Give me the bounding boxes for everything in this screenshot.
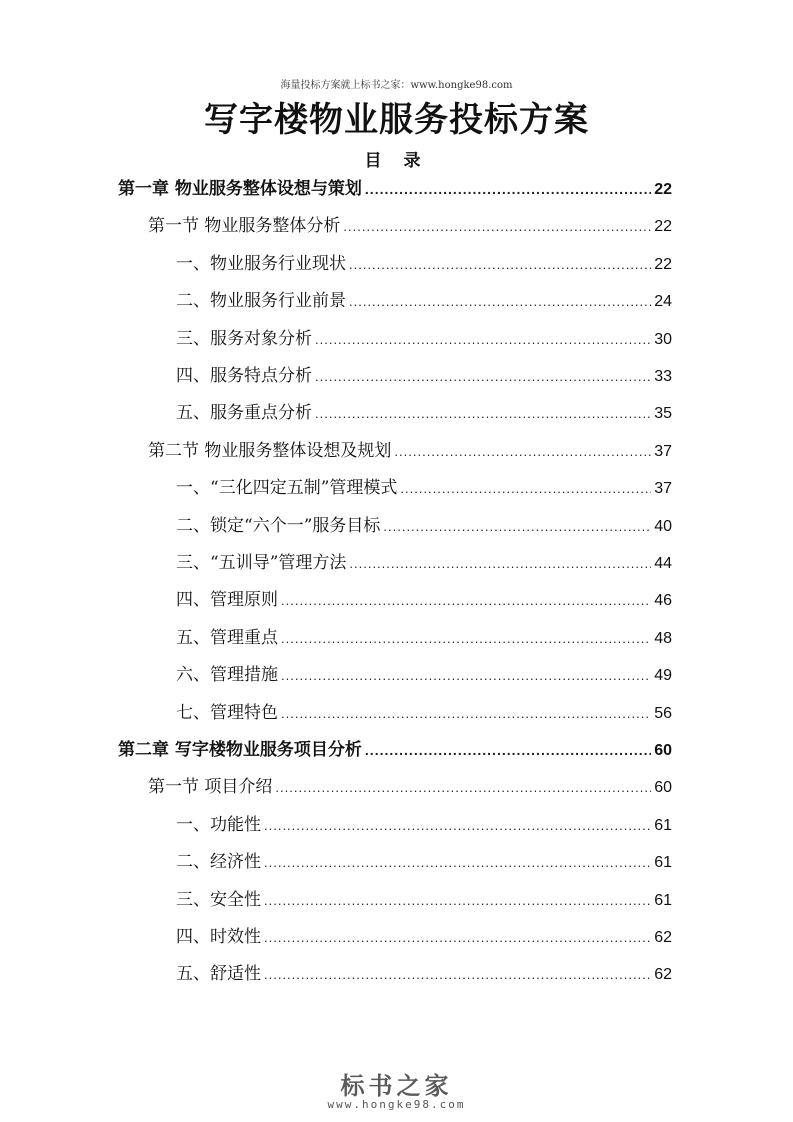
toc-item-entry[interactable] [176,324,672,350]
toc-entry-label: 第一章 物业服务整体设想与策划 [118,179,362,199]
toc-section-entry[interactable] [148,211,672,237]
toc-page-number: 60 [654,742,672,759]
toc-page-number: 56 [654,704,672,722]
toc-leader-dots [365,742,651,758]
toc-leader-dots [281,668,651,683]
toc-page-number: 61 [654,891,672,909]
page-header: 海量投标方案就上标书之家：www.hongke98.com [280,80,513,91]
document-title: 写字楼物业服务投标方案 [204,100,589,140]
toc-leader-dots [365,181,651,197]
toc-page-number: 33 [654,368,672,385]
toc-entry-label: 二、经济性 [176,852,261,873]
toc-section-entry[interactable] [148,772,672,798]
toc-entry-label: 五、服务重点分析 [176,403,312,424]
toc-item-entry[interactable] [176,660,672,686]
toc-page-number: 60 [654,779,672,797]
toc-entry-label: 三、安全性 [176,889,261,910]
toc-item-entry[interactable] [176,810,672,836]
toc-entry-label: 一、功能性 [176,814,261,835]
toc-page-number: 35 [654,405,672,423]
toc-chapter-entry[interactable] [118,735,672,761]
toc-leader-dots [281,706,651,721]
toc-entry-label: 三、服务对象分析 [176,328,312,349]
toc-leader-dots [281,631,651,646]
toc-leader-dots [400,481,651,496]
toc-leader-dots [315,332,651,347]
toc-page-number: 44 [654,555,672,572]
toc-item-entry[interactable] [176,959,672,985]
toc-page-number: 62 [654,966,672,984]
toc-entry-label: 四、服务特点分析 [176,366,312,386]
toc-entry-label: 四、管理原则 [176,590,278,611]
toc-item-entry[interactable] [176,623,672,649]
toc-page-number: 37 [654,442,672,460]
toc-heading: 目 录 [364,151,429,171]
toc-page-number: 22 [654,255,672,273]
toc-page-number: 61 [654,854,672,872]
toc-item-entry[interactable] [176,922,672,948]
toc-item-entry[interactable] [176,698,672,724]
toc-leader-dots [394,444,651,459]
toc-item-entry[interactable] [176,585,672,611]
toc-entry-label: 四、时效性 [176,927,261,947]
toc-item-entry[interactable] [176,249,672,275]
toc-item-entry[interactable] [176,511,672,537]
toc-page-number: 22 [654,218,672,236]
toc-item-entry[interactable] [176,885,672,911]
toc-leader-dots [275,780,651,795]
toc-leader-dots [383,519,651,534]
toc-page-number: 24 [654,293,672,311]
toc-leader-dots [264,855,651,870]
toc-entry-label: 七、管理特色 [176,702,278,723]
toc-entry-label: 第二节 物业服务整体设想及规划 [148,440,392,461]
toc-leader-dots [349,556,651,571]
toc-entry-label: 六、管理措施 [176,665,278,686]
toc-leader-dots [264,967,651,982]
toc-item-entry[interactable] [176,847,672,873]
toc-entry-label: 一、物业服务行业现状 [176,253,346,274]
toc-leader-dots [315,406,651,421]
toc-entry-label: 第二章 写字楼物业服务项目分析 [118,740,362,760]
toc-entry-label: 五、舒适性 [176,964,261,985]
toc-page-number: 49 [654,667,672,685]
toc-section-entry[interactable] [148,436,672,462]
toc-leader-dots [281,593,651,608]
footer-logo: 标书之家 [340,1072,453,1100]
toc-leader-dots [349,294,651,309]
toc-page-number: 62 [654,929,672,946]
toc-entry-label: 第一节 物业服务整体分析 [148,216,341,237]
toc-item-entry[interactable] [176,548,672,574]
toc-page-number: 46 [654,592,672,610]
toc-leader-dots [349,257,651,272]
toc-entry-label: 三、“五训导”管理方法 [176,553,347,573]
toc-page-number: 30 [654,330,672,348]
toc-item-entry[interactable] [176,361,672,387]
toc-entry-label: 第一节 项目介绍 [148,777,273,798]
toc-page-number: 22 [654,181,672,198]
toc-page-number: 40 [654,517,672,535]
footer-url: www.hongke98.com [327,1098,466,1111]
toc-item-entry[interactable] [176,398,672,424]
toc-item-entry[interactable] [176,473,672,499]
toc-entry-label: 一、“三化四定五制”管理模式 [176,478,398,499]
toc-page-number: 48 [654,629,672,647]
toc-page-number: 37 [654,480,672,498]
toc-entry-label: 五、管理重点 [176,627,278,648]
toc-entry-label: 二、物业服务行业前景 [176,291,346,312]
toc-page-number: 61 [654,816,672,834]
toc-leader-dots [264,930,651,945]
toc-entry-label: 二、锁定“六个一”服务目标 [176,515,381,536]
toc-leader-dots [343,219,651,234]
toc-item-entry[interactable] [176,286,672,312]
toc-chapter-entry[interactable] [118,174,672,200]
toc-leader-dots [264,818,651,833]
toc-leader-dots [264,893,651,908]
toc-leader-dots [315,369,651,384]
